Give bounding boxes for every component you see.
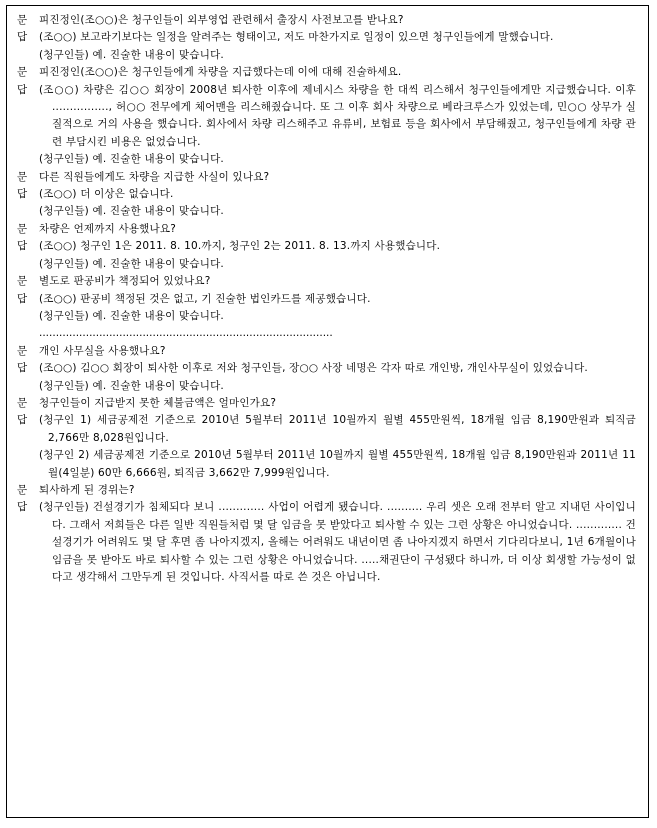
answer-text: (청구인 1) 세금공제전 기준으로 2010년 5월부터 2011년 10월까지 월별 455만원씩, 18개월 임금 8,190만원과 퇴직금 2,766만 8,028원입니다.	[39, 414, 636, 444]
question-row	[17, 395, 638, 412]
answer-marker: 답	[17, 414, 28, 427]
answer-row	[17, 499, 638, 586]
answer-row	[17, 203, 638, 220]
answer-text: (조○○) 김○○ 회장이 퇴사한 이후로 저와 청구인들, 장○○ 사장 네명은 각자 따로 개인방, 개인사무실이 있었습니다.	[39, 362, 588, 375]
question-text: 별도로 판공비가 책정되어 있었나요?	[39, 275, 211, 288]
answer-text: (조○○) 판공비 책정된 것은 없고, 기 진술한 법인카드를 제공했습니다.	[39, 292, 371, 305]
question-text: 피진정인(조○○)은 청구인들이 외부영업 관련해서 출장시 사전보고를 받나요?	[39, 14, 404, 26]
answer-marker: 답	[17, 501, 28, 514]
answer-text: (청구인들) 예. 진술한 내용이 맞습니다.	[39, 205, 224, 218]
question-row	[17, 12, 638, 29]
answer-row	[17, 360, 638, 377]
omission-dots: ........................................................................................	[39, 327, 333, 340]
question-row	[17, 273, 638, 290]
answer-row	[17, 256, 638, 273]
answer-text: (청구인들) 예. 진술한 내용이 맞습니다.	[39, 257, 224, 270]
answer-marker: 답	[17, 83, 28, 96]
question-marker: 문	[17, 344, 28, 357]
answer-row	[17, 447, 638, 482]
question-text: 차량은 언제까지 사용했나요?	[39, 222, 176, 235]
question-row	[17, 343, 638, 360]
question-marker: 문	[17, 396, 28, 409]
answer-row	[17, 82, 638, 152]
answer-text: (조○○) 청구인 1은 2011. 8. 10.까지, 청구인 2는 2011. 8. 13.까지 사용했습니다.	[39, 240, 441, 253]
answer-row	[17, 308, 638, 325]
question-text: 퇴사하게 된 경위는?	[39, 483, 135, 496]
answer-marker: 답	[17, 31, 28, 44]
answer-row	[17, 186, 638, 203]
question-text: 청구인들이 지급받지 못한 체불금액은 얼마인가요?	[39, 396, 277, 409]
question-row	[17, 64, 638, 81]
question-text: 피진정인(조○○)은 청구인들에게 차량을 지급했다는데 이에 대해 진술하세요.	[39, 66, 402, 79]
omission-row	[17, 325, 638, 342]
question-row	[17, 169, 638, 186]
answer-text: (청구인들) 건설경기가 침체되다 보니 ............. 사업이 어렵게 됐습니다. .......... 우리 셋은 오래 전부터 알고 지내던 사이입니다. 그래서 저희들은 다른 일반 직원들처럼 몇 달 임금을 못 받았다고 퇴사할 수 있는 그런 상황은 아니었습니다. ............. 건설경기가 어려워도 몇 달 후면 좀 나아지겠지, 올해는 어려워도 내년이면 좀 나아지겠지 하면서 기다리다보니, 1년 6개월이나 임금을 못 받아도 바로 퇴사할 수 있는 그런 상황은 아니었습니다. .....채권단이 구성됐다 하니까, 더 이상 회생할 가능성이 없다고 생각해서 그만두게 된 것입니다. 사직서를 따로 쓴 것은 아닙니다.	[39, 501, 636, 583]
answer-row	[17, 238, 638, 255]
answer-text: (청구인들) 예. 진술한 내용이 맞습니다.	[39, 153, 224, 166]
answer-row	[17, 378, 638, 395]
transcript-box	[6, 5, 649, 818]
answer-marker: 답	[17, 362, 28, 375]
answer-marker: 답	[17, 188, 28, 201]
answer-text: (조○○) 차량은 김○○ 회장이 2008년 퇴사한 이후에 제네시스 차량을 한 대씩 리스해서 청구인들에게만 지급했습니다. 이후 ................, 허○○ 전무에게 체어맨을 리스해줬습니다. 또 그 이후 회사 차량으로 베라크루스가 있었는데, 민○○ 상무가 실질적으로 거의 사용을 했습니다. 회사에서 차량 리스해주고 유류비, 보험료 등을 회사에서 부담해줬고, 청구인들에게 차량 관련 부담시킨 비용은 없었습니다.	[39, 83, 636, 148]
answer-text: (청구인들) 예. 진술한 내용이 맞습니다.	[39, 379, 224, 392]
question-marker: 문	[17, 222, 28, 235]
answer-text: (조○○) 보고라기보다는 일정을 알려주는 형태이고, 저도 마찬가지로 일정이 있으면 청구인들에게 말했습니다.	[39, 31, 554, 44]
answer-text: (청구인 2) 세금공제전 기준으로 2010년 5월부터 2011년 10월까지 월별 455만원씩, 18개월 임금 8,190만원과 2011년 11월(4일분) 60만 6,666원, 퇴직금 3,662만 7,999원입니다.	[39, 449, 636, 479]
answer-row	[17, 29, 638, 46]
question-row	[17, 221, 638, 238]
question-marker: 문	[17, 66, 28, 79]
answer-marker: 답	[17, 292, 28, 305]
question-row	[17, 482, 638, 499]
question-marker: 문	[17, 483, 28, 496]
answer-row	[17, 47, 638, 64]
question-marker: 문	[17, 275, 28, 288]
answer-text: (조○○) 더 이상은 없습니다.	[39, 188, 174, 201]
answer-marker: 답	[17, 240, 28, 253]
answer-row	[17, 412, 638, 447]
answer-text: (청구인들) 예. 진술한 내용이 맞습니다.	[39, 309, 224, 322]
answer-text: (청구인들) 예. 진술한 내용이 맞습니다.	[39, 48, 224, 61]
answer-row	[17, 151, 638, 168]
question-marker: 문	[17, 14, 28, 26]
question-marker: 문	[17, 170, 28, 183]
question-text: 다른 직원들에게도 차량을 지급한 사실이 있나요?	[39, 170, 270, 183]
answer-row	[17, 291, 638, 308]
question-text: 개인 사무실을 사용했나요?	[39, 344, 166, 357]
